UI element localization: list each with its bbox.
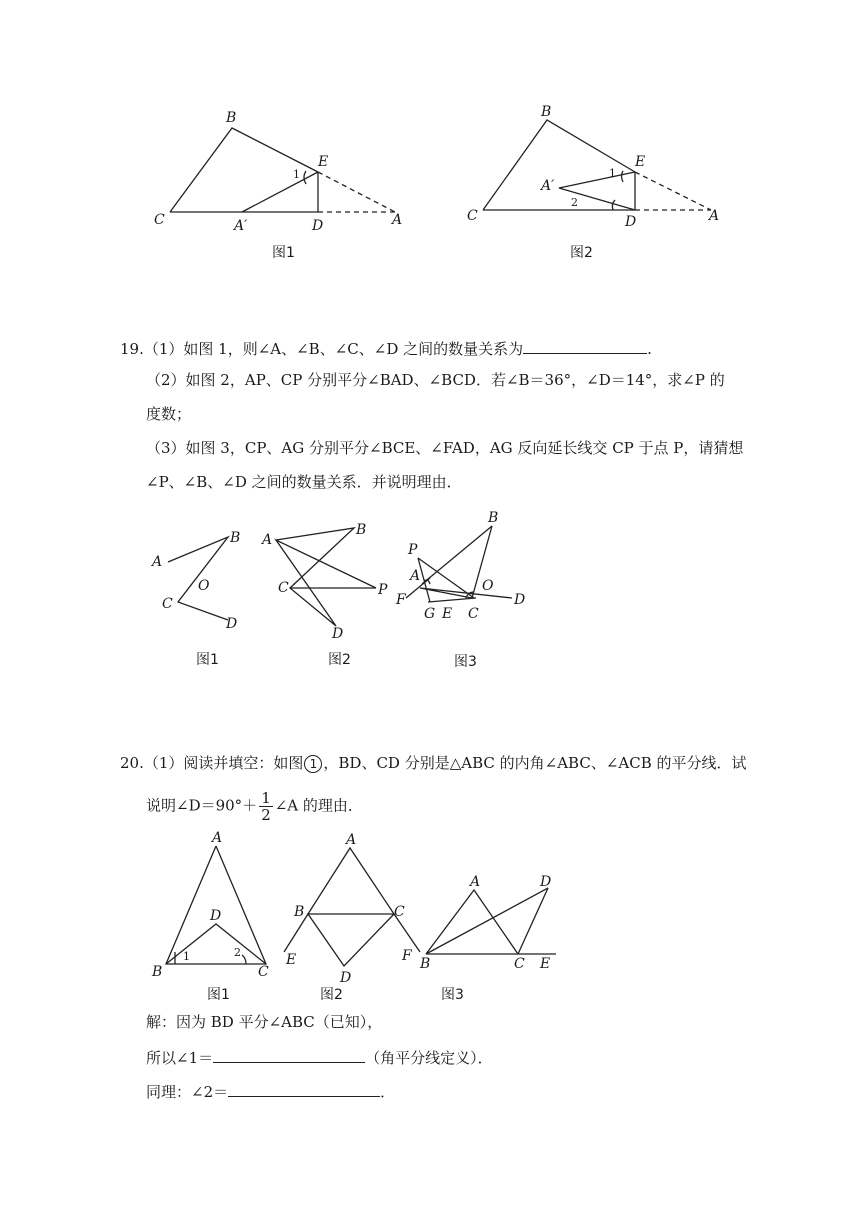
q19-figure-2 — [260, 518, 390, 643]
q20-line2: 说明∠D＝90°＋ $\frac{1}{2}$ ∠A 的理由． — [146, 789, 363, 824]
point-label: D — [332, 626, 344, 642]
point-label: C — [394, 904, 405, 920]
angle-label: 2 — [234, 946, 241, 959]
point-label: P — [408, 542, 418, 558]
figure-caption: 图2 — [570, 245, 593, 261]
point-label: A — [262, 532, 273, 548]
q18-figure-1 — [150, 100, 420, 240]
figure-caption: 图1 — [207, 987, 230, 1003]
point-label: C — [278, 580, 289, 596]
point-label: P — [378, 582, 388, 598]
q19-part2-line2: 度数； — [146, 405, 192, 423]
point-label: C — [468, 606, 479, 622]
q20-figure-3 — [418, 868, 568, 980]
point-label: G — [424, 606, 436, 622]
q20-solution-line3: 同理：∠2＝ ． — [146, 1080, 395, 1102]
q20-solution-line2: 所以∠1＝ （角平分线定义）． — [146, 1046, 493, 1068]
point-label: E — [635, 154, 646, 170]
point-label: B — [356, 522, 367, 538]
point-label: A — [152, 554, 163, 570]
figure-caption: 图3 — [441, 987, 464, 1003]
point-label: C — [258, 964, 269, 980]
point-label: B — [488, 510, 499, 526]
point-label: F — [396, 592, 406, 608]
point-label: C — [467, 208, 478, 224]
point-label: D — [625, 214, 637, 230]
circled-figure-number: 1 — [304, 755, 322, 773]
point-label: E — [540, 956, 551, 972]
q20-line1: 20.（1）阅读并填空：如图 1 ，BD、CD 分别是△ABC 的内角∠ABC、∠ACB 的平分线．试 — [120, 754, 747, 772]
q19-part2-line1: （2）如图 2，AP、CP 分别平分∠BAD、∠BCD．若∠B＝36°，∠D＝14°，求∠P 的 — [146, 371, 725, 389]
point-label: A — [410, 568, 421, 584]
point-label: D — [226, 616, 238, 632]
angle-label: 1 — [293, 168, 300, 181]
answer-blank[interactable] — [523, 337, 647, 354]
fraction: $\frac{1}{2}$ — [261, 789, 271, 824]
q20-solution-line1: 解：因为 BD 平分∠ABC（已知）， — [146, 1013, 383, 1031]
figure-caption: 图2 — [320, 987, 343, 1003]
point-label: B — [294, 904, 305, 920]
point-label: A — [470, 874, 481, 890]
angle-label: 2 — [571, 196, 578, 209]
point-label: C — [162, 596, 173, 612]
point-label: D — [540, 874, 552, 890]
point-label: B — [152, 964, 163, 980]
point-label: A — [212, 830, 223, 846]
figure-caption: 图3 — [454, 654, 477, 670]
q19-figure-1 — [148, 520, 258, 635]
q19-part3-line2: ∠P、∠B、∠D 之间的数量关系．并说明理由． — [146, 473, 462, 491]
point-label: B — [541, 104, 552, 120]
point-label: B — [230, 530, 241, 546]
answer-blank[interactable] — [228, 1080, 380, 1097]
point-label: E — [286, 952, 297, 968]
point-label: B — [226, 110, 237, 126]
point-label: E — [442, 606, 453, 622]
point-label: O — [198, 578, 210, 594]
point-label: D — [312, 218, 324, 234]
figure-caption: 图1 — [196, 652, 219, 668]
q19-figure-3 — [392, 506, 542, 624]
point-label: C — [154, 212, 165, 228]
q20-figure-1 — [148, 828, 278, 980]
q19-part3-line1: （3）如图 3，CP、AG 分别平分∠BCE、∠FAD，AG 反向延长线交 CP 于点 P，请猜想 — [146, 439, 744, 457]
q18-figure-2 — [465, 100, 735, 240]
angle-label: 1 — [183, 950, 190, 963]
figure-caption: 图2 — [328, 652, 351, 668]
point-label: A′ — [234, 218, 248, 234]
point-label: E — [318, 154, 329, 170]
point-label: A — [709, 208, 720, 224]
point-label: F — [402, 948, 412, 964]
point-label: A — [392, 212, 403, 228]
point-label: O — [482, 578, 494, 594]
q20-figure-2 — [280, 828, 430, 986]
answer-blank[interactable] — [213, 1046, 365, 1063]
q19-part1: 19.（1）如图 1，则∠A、∠B、∠C、∠D 之间的数量关系为 . — [120, 337, 652, 359]
point-label: D — [340, 970, 352, 986]
question-number: 19. — [120, 340, 144, 358]
point-label: A′ — [541, 178, 555, 194]
point-label: C — [514, 956, 525, 972]
question-number: 20. — [120, 754, 144, 772]
angle-label: 1 — [609, 167, 616, 180]
point-label: D — [514, 592, 526, 608]
figure-caption: 图1 — [272, 245, 295, 261]
point-label: D — [210, 908, 222, 924]
point-label: B — [420, 956, 431, 972]
point-label: A — [346, 832, 357, 848]
